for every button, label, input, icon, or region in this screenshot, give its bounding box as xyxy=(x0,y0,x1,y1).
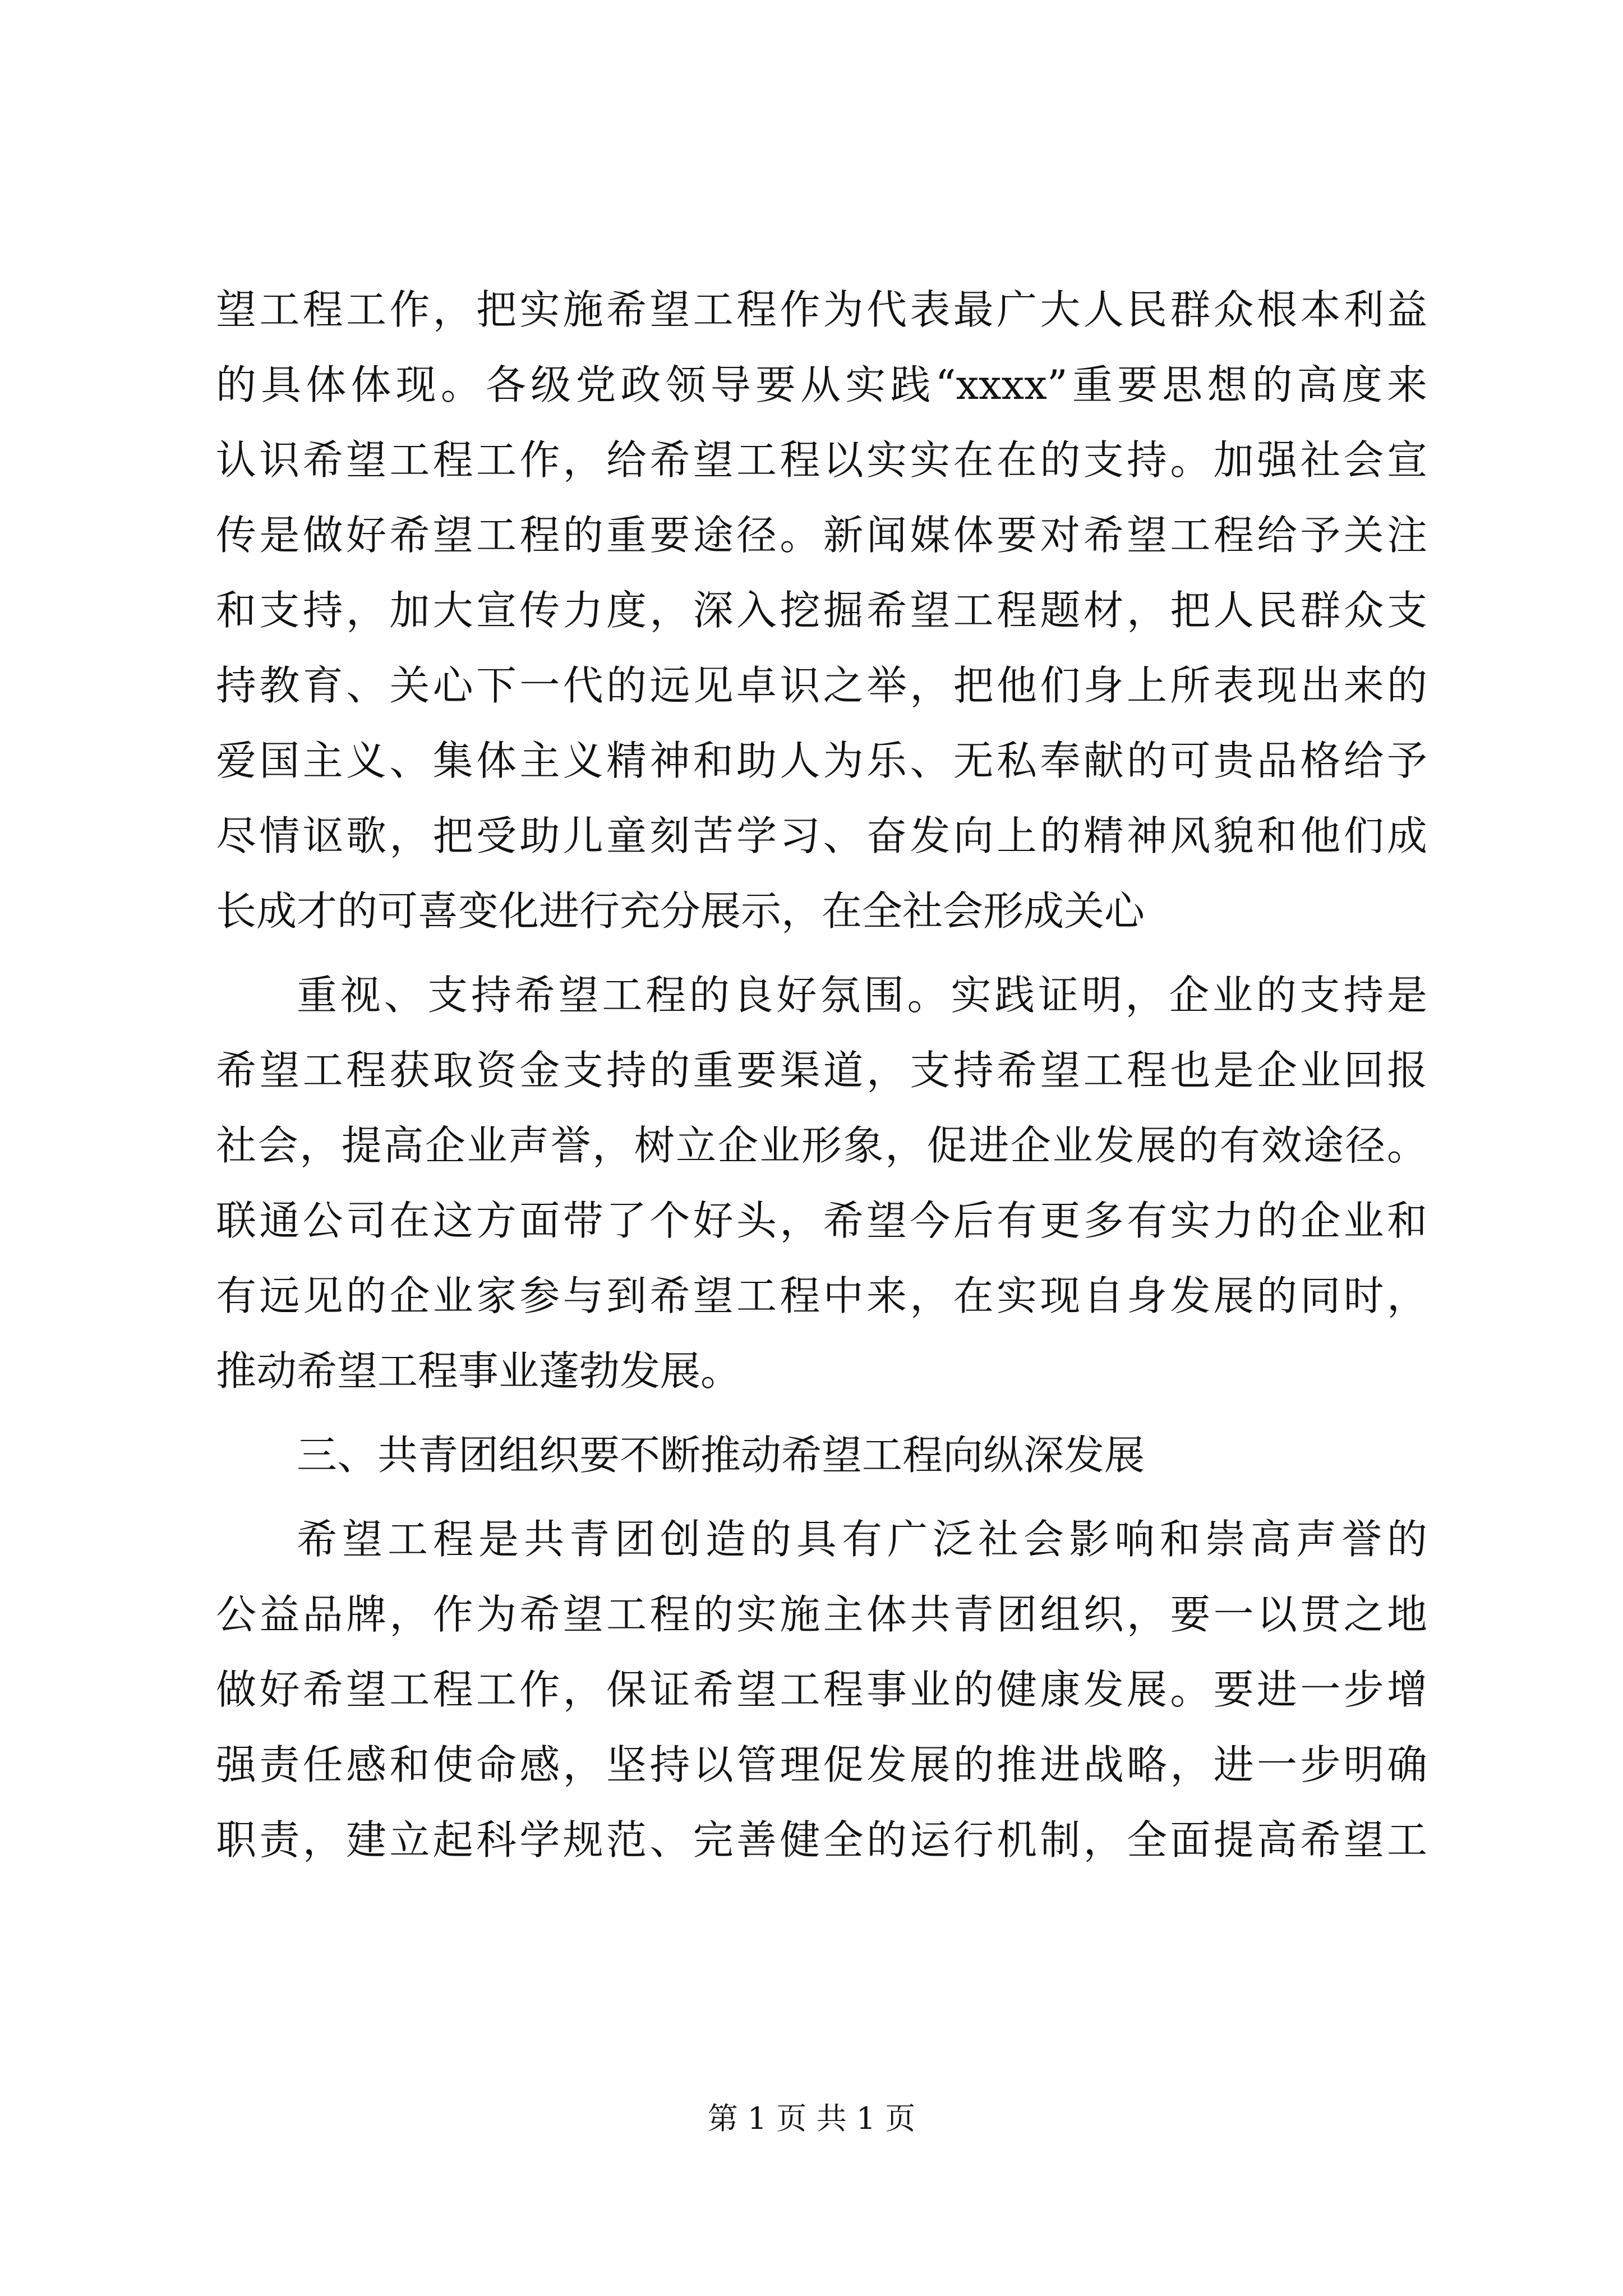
text-line: 职责，建立起科学规范、完善健全的运行机制，全面提高希望工 xyxy=(216,1816,1427,1864)
text-line: 爱国主义、集体主义精神和助人为乐、无私奉献的可贵品格给予 xyxy=(216,737,1427,784)
text-line: 和支持，加大宣传力度，深入挖掘希望工程题材，把人民群众支 xyxy=(216,587,1427,634)
text-line: 推动希望工程事业蓬勃发展。 xyxy=(216,1347,741,1395)
text-line: 有远见的企业家参与到希望工程中来，在实现自身发展的同时， xyxy=(216,1272,1427,1319)
text-line: 三、共青团组织要不断推动希望工程向纵深发展 xyxy=(297,1432,1145,1479)
paragraph xyxy=(216,272,1427,949)
text-line: 公益品牌，作为希望工程的实施主体共青团组织，要一以贯之地 xyxy=(216,1591,1427,1638)
text-line: 的具体体现。各级党政领导要从实践“xxxx”重要思想的高度来 xyxy=(216,361,1427,408)
text-line: 传是做好希望工程的重要途径。新闻媒体要对希望工程给予关注 xyxy=(216,512,1427,559)
text-line: 希望工程获取资金支持的重要渠道，支持希望工程也是企业回报 xyxy=(216,1047,1427,1094)
text-line: 联通公司在这方面带了个好头，希望今后有更多有实力的企业和 xyxy=(216,1197,1427,1244)
section-heading xyxy=(216,1418,1427,1493)
page-footer xyxy=(0,2099,1623,2138)
text-line: 尽情讴歌，把受助儿童刻苦学习、奋发向上的精神风貌和他们成 xyxy=(216,812,1427,859)
page-number-label: 第 1 页 共 1 页 xyxy=(707,2101,916,2136)
text-line: 社会，提高企业声誉，树立企业形象，促进企业发展的有效途径。 xyxy=(216,1122,1427,1169)
text-line: 持教育、关心下一代的远见卓识之举，把他们身上所表现出来的 xyxy=(216,662,1427,709)
text-line: 做好希望工程工作，保证希望工程事业的健康发展。要进一步增 xyxy=(216,1666,1427,1713)
text-line: 强责任感和使命感，坚持以管理促发展的推进战略，进一步明确 xyxy=(216,1741,1427,1788)
text-line: 长成才的可喜变化进行充分展示，在全社会形成关心 xyxy=(216,887,1145,935)
paragraph xyxy=(216,958,1427,1409)
document-body xyxy=(216,272,1427,1878)
paragraph xyxy=(216,1502,1427,1878)
text-line: 重视、支持希望工程的良好氛围。实践证明，企业的支持是 xyxy=(297,972,1427,1019)
text-line: 希望工程是共青团创造的具有广泛社会影响和崇高声誉的 xyxy=(297,1516,1427,1563)
text-line: 望工程工作，把实施希望工程作为代表最广大人民群众根本利益 xyxy=(216,286,1427,333)
text-line: 认识希望工程工作，给希望工程以实实在在的支持。加强社会宣 xyxy=(216,436,1427,484)
